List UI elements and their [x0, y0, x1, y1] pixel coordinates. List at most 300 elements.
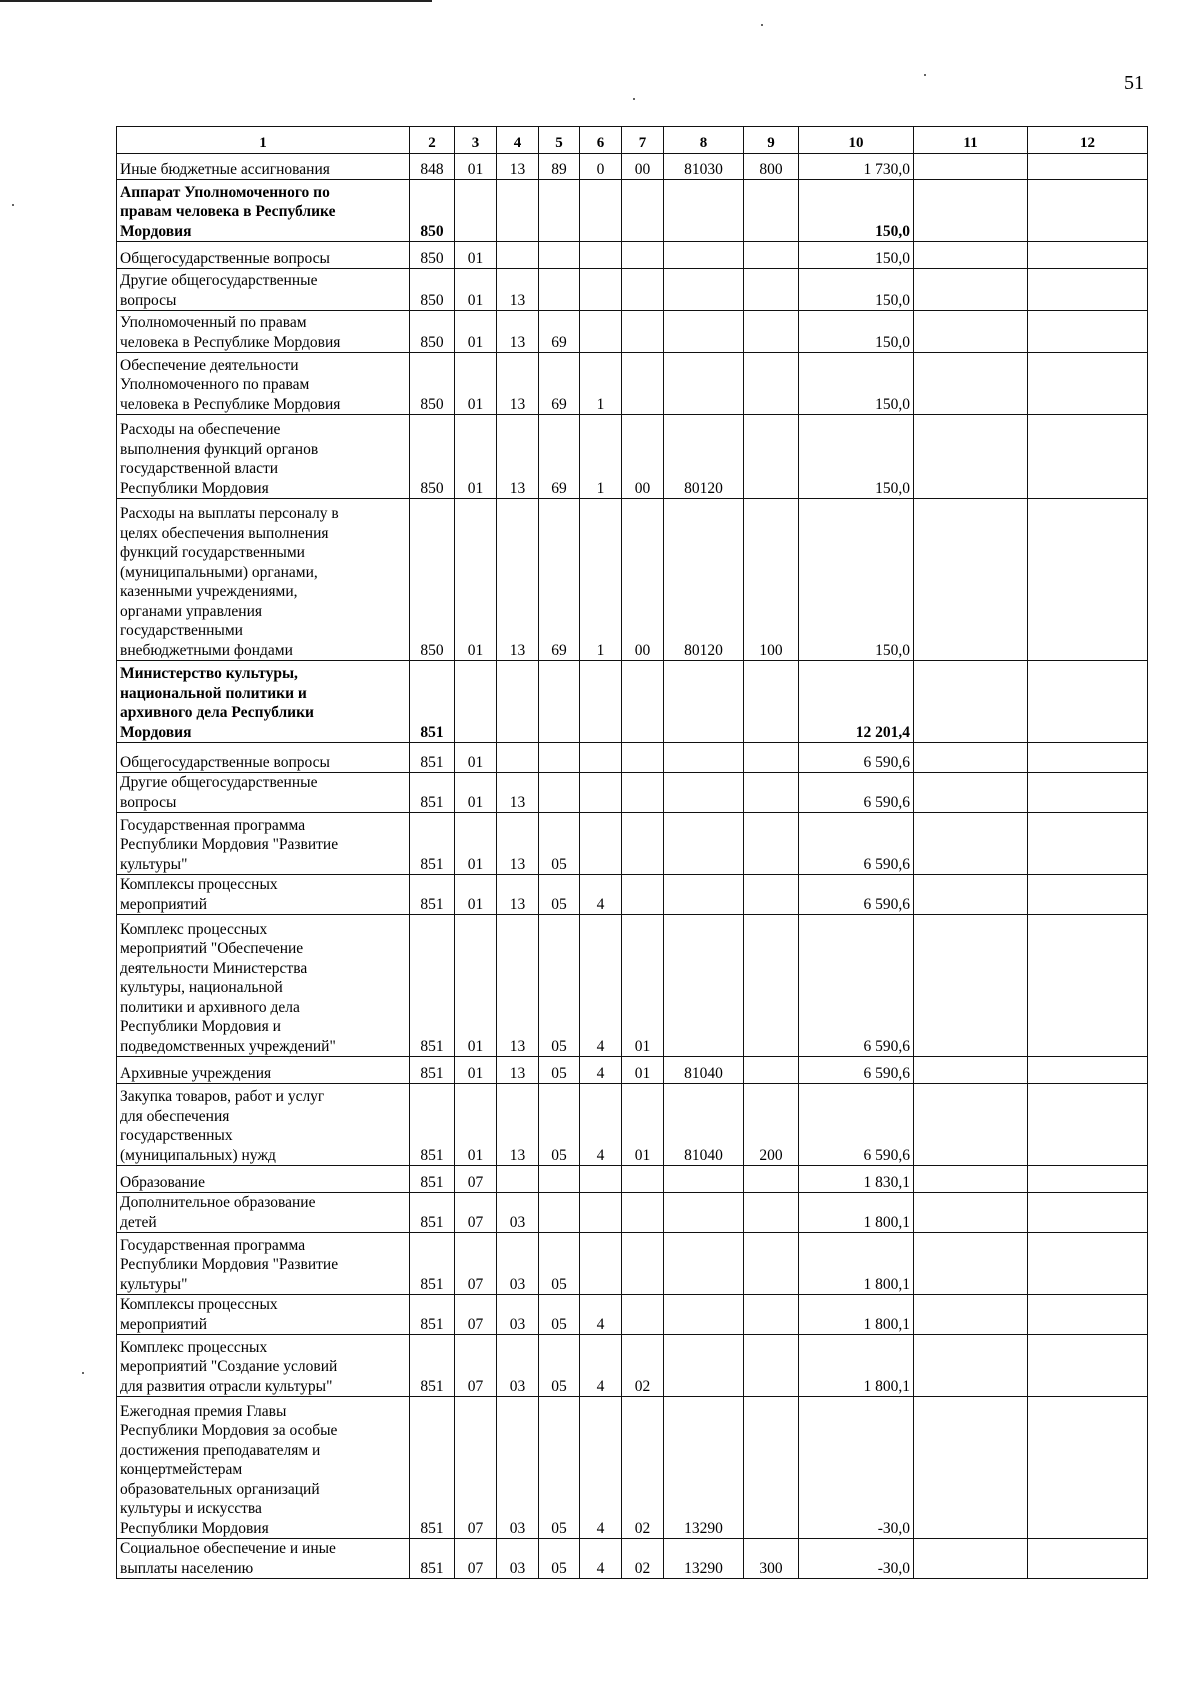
item-name-cell: Иные бюджетные ассигнования: [117, 154, 410, 180]
expense-type-code-cell: [744, 661, 799, 743]
item-name-cell: Расходы на обеспечение выполнения функций органов государственной власти Республики Мордовия: [117, 415, 410, 499]
column-header-2: 2: [410, 127, 455, 154]
subsection-code-cell: 03: [497, 1233, 539, 1295]
event-code-cell: [622, 1166, 664, 1193]
column-header-4: 4: [497, 127, 539, 154]
section-code-cell: 01: [455, 773, 497, 813]
ministry-code-cell: 851: [410, 1193, 455, 1233]
event-code-cell: [622, 661, 664, 743]
col12-cell: [1028, 1539, 1148, 1579]
table-row: [117, 813, 1148, 875]
expense-type-code-cell: [744, 773, 799, 813]
table-row: [117, 773, 1148, 813]
event-code-cell: 01: [622, 915, 664, 1057]
table-row: [117, 1193, 1148, 1233]
direction-code-cell: [664, 353, 744, 415]
expense-type-code-cell: [744, 242, 799, 269]
col11-cell: [914, 1193, 1028, 1233]
column-header-1: 1: [117, 127, 410, 154]
column-header-3: 3: [455, 127, 497, 154]
amount-cell: 1 730,0: [799, 154, 914, 180]
event-code-cell: 02: [622, 1335, 664, 1397]
amount-cell: 6 590,6: [799, 743, 914, 773]
col11-cell: [914, 875, 1028, 915]
expense-type-code-cell: 300: [744, 1539, 799, 1579]
table-row: [117, 311, 1148, 353]
subsection-code-cell: 03: [497, 1335, 539, 1397]
amount-cell: 1 800,1: [799, 1335, 914, 1397]
subsection-code-cell: 03: [497, 1397, 539, 1539]
direction-code-cell: [664, 1295, 744, 1335]
col12-cell: [1028, 915, 1148, 1057]
expense-type-code-cell: [744, 1057, 799, 1084]
col12-cell: [1028, 661, 1148, 743]
program-code-cell: 05: [539, 1539, 580, 1579]
col12-cell: [1028, 311, 1148, 353]
table-row: [117, 875, 1148, 915]
event-code-cell: [622, 269, 664, 311]
scan-speck: [82, 1372, 84, 1374]
table-row: [117, 1295, 1148, 1335]
col11-cell: [914, 773, 1028, 813]
program-code-cell: 05: [539, 1335, 580, 1397]
col12-cell: [1028, 242, 1148, 269]
subprogram-code-cell: [580, 180, 622, 242]
subprogram-code-cell: [580, 311, 622, 353]
col11-cell: [914, 1335, 1028, 1397]
col11-cell: [914, 353, 1028, 415]
direction-code-cell: [664, 875, 744, 915]
table-row: [117, 743, 1148, 773]
subsection-code-cell: 13: [497, 813, 539, 875]
subsection-code-cell: 13: [497, 1084, 539, 1166]
program-code-cell: 05: [539, 813, 580, 875]
col12-cell: [1028, 1193, 1148, 1233]
table-row: [117, 1166, 1148, 1193]
program-code-cell: 69: [539, 499, 580, 661]
col12-cell: [1028, 1295, 1148, 1335]
item-name-cell: Расходы на выплаты персоналу в целях обеспечения выполнения функций государственными (муниципальными) органами, казенными учреждениями, органами управления государственными внебюджетными фондами: [117, 499, 410, 661]
column-header-5: 5: [539, 127, 580, 154]
direction-code-cell: 13290: [664, 1397, 744, 1539]
subprogram-code-cell: 4: [580, 875, 622, 915]
program-code-cell: [539, 180, 580, 242]
event-code-cell: [622, 242, 664, 269]
direction-code-cell: [664, 773, 744, 813]
ministry-code-cell: 850: [410, 415, 455, 499]
table-row: [117, 242, 1148, 269]
col12-cell: [1028, 154, 1148, 180]
item-name-cell: Общегосударственные вопросы: [117, 743, 410, 773]
col11-cell: [914, 1397, 1028, 1539]
expense-type-code-cell: [744, 875, 799, 915]
col12-cell: [1028, 269, 1148, 311]
item-name-cell: Образование: [117, 1166, 410, 1193]
subprogram-code-cell: [580, 1166, 622, 1193]
column-header-6: 6: [580, 127, 622, 154]
section-code-cell: 07: [455, 1539, 497, 1579]
direction-code-cell: [664, 813, 744, 875]
table-row: [117, 915, 1148, 1057]
table-row: [117, 1233, 1148, 1295]
amount-cell: 150,0: [799, 311, 914, 353]
subsection-code-cell: 13: [497, 415, 539, 499]
table-row: [117, 1539, 1148, 1579]
program-code-cell: [539, 269, 580, 311]
col11-cell: [914, 154, 1028, 180]
ministry-code-cell: 850: [410, 311, 455, 353]
event-code-cell: 00: [622, 154, 664, 180]
section-code-cell: [455, 661, 497, 743]
section-code-cell: 01: [455, 1084, 497, 1166]
section-code-cell: 01: [455, 1057, 497, 1084]
table-row: [117, 180, 1148, 242]
subprogram-code-cell: 0: [580, 154, 622, 180]
item-name-cell: Социальное обеспечение и иные выплаты населению: [117, 1539, 410, 1579]
ministry-code-cell: 851: [410, 661, 455, 743]
direction-code-cell: 80120: [664, 415, 744, 499]
subsection-code-cell: 13: [497, 1057, 539, 1084]
expense-type-code-cell: [744, 1233, 799, 1295]
event-code-cell: 02: [622, 1539, 664, 1579]
section-code-cell: 01: [455, 311, 497, 353]
section-code-cell: 01: [455, 353, 497, 415]
col12-cell: [1028, 1084, 1148, 1166]
program-code-cell: 05: [539, 1295, 580, 1335]
expense-type-code-cell: [744, 743, 799, 773]
ministry-code-cell: 851: [410, 875, 455, 915]
column-header-10: 10: [799, 127, 914, 154]
subsection-code-cell: 03: [497, 1539, 539, 1579]
col12-cell: [1028, 1166, 1148, 1193]
amount-cell: 6 590,6: [799, 1084, 914, 1166]
subsection-code-cell: [497, 180, 539, 242]
section-code-cell: 01: [455, 743, 497, 773]
amount-cell: 6 590,6: [799, 915, 914, 1057]
expense-type-code-cell: [744, 1295, 799, 1335]
header-row: [117, 127, 1148, 154]
section-code-cell: 07: [455, 1166, 497, 1193]
amount-cell: 6 590,6: [799, 1057, 914, 1084]
item-name-cell: Другие общегосударственные вопросы: [117, 773, 410, 813]
page-number: 51: [1124, 72, 1144, 94]
subsection-code-cell: 13: [497, 915, 539, 1057]
ministry-code-cell: 851: [410, 743, 455, 773]
section-code-cell: 07: [455, 1397, 497, 1539]
subprogram-code-cell: 1: [580, 499, 622, 661]
col11-cell: [914, 915, 1028, 1057]
section-code-cell: 01: [455, 269, 497, 311]
item-name-cell: Уполномоченный по правам человека в Республике Мордовия: [117, 311, 410, 353]
subprogram-code-cell: 4: [580, 1084, 622, 1166]
section-code-cell: 01: [455, 915, 497, 1057]
amount-cell: 6 590,6: [799, 875, 914, 915]
direction-code-cell: [664, 915, 744, 1057]
ministry-code-cell: 850: [410, 242, 455, 269]
subsection-code-cell: [497, 1166, 539, 1193]
table-body: [117, 154, 1148, 1579]
section-code-cell: 01: [455, 415, 497, 499]
amount-cell: 150,0: [799, 415, 914, 499]
ministry-code-cell: 851: [410, 1539, 455, 1579]
amount-cell: 150,0: [799, 180, 914, 242]
program-code-cell: 05: [539, 1057, 580, 1084]
event-code-cell: 02: [622, 1397, 664, 1539]
program-code-cell: [539, 743, 580, 773]
col11-cell: [914, 499, 1028, 661]
item-name-cell: Комплексы процессных мероприятий: [117, 1295, 410, 1335]
amount-cell: 1 800,1: [799, 1295, 914, 1335]
subprogram-code-cell: [580, 813, 622, 875]
table-row: [117, 499, 1148, 661]
amount-cell: 6 590,6: [799, 813, 914, 875]
item-name-cell: Государственная программа Республики Мордовия "Развитие культуры": [117, 1233, 410, 1295]
expense-type-code-cell: [744, 1193, 799, 1233]
expense-type-code-cell: [744, 415, 799, 499]
amount-cell: 150,0: [799, 242, 914, 269]
subsection-code-cell: 13: [497, 311, 539, 353]
section-code-cell: 07: [455, 1295, 497, 1335]
amount-cell: 150,0: [799, 353, 914, 415]
subprogram-code-cell: [580, 1233, 622, 1295]
item-name-cell: Государственная программа Республики Мордовия "Развитие культуры": [117, 813, 410, 875]
ministry-code-cell: 851: [410, 1295, 455, 1335]
event-code-cell: 01: [622, 1084, 664, 1166]
event-code-cell: [622, 813, 664, 875]
amount-cell: 150,0: [799, 269, 914, 311]
item-name-cell: Комплекс процессных мероприятий "Обеспечение деятельности Министерства культуры, национальной политики и архивного дела Республики Мордовия и подведомственных учреждений": [117, 915, 410, 1057]
program-code-cell: 05: [539, 1233, 580, 1295]
subsection-code-cell: [497, 661, 539, 743]
section-code-cell: 07: [455, 1233, 497, 1295]
subprogram-code-cell: 4: [580, 1295, 622, 1335]
expense-type-code-cell: 200: [744, 1084, 799, 1166]
subprogram-code-cell: 1: [580, 415, 622, 499]
section-code-cell: 01: [455, 242, 497, 269]
scan-speck: [633, 98, 635, 100]
direction-code-cell: [664, 743, 744, 773]
subsection-code-cell: [497, 242, 539, 269]
event-code-cell: [622, 773, 664, 813]
program-code-cell: 05: [539, 1397, 580, 1539]
ministry-code-cell: 850: [410, 353, 455, 415]
direction-code-cell: [664, 311, 744, 353]
expense-type-code-cell: [744, 269, 799, 311]
program-code-cell: 69: [539, 353, 580, 415]
col11-cell: [914, 269, 1028, 311]
col11-cell: [914, 311, 1028, 353]
direction-code-cell: [664, 269, 744, 311]
ministry-code-cell: 851: [410, 1084, 455, 1166]
budget-table: [116, 126, 1148, 1579]
subsection-code-cell: 03: [497, 1193, 539, 1233]
ministry-code-cell: 851: [410, 1335, 455, 1397]
program-code-cell: [539, 773, 580, 813]
amount-cell: 1 830,1: [799, 1166, 914, 1193]
direction-code-cell: [664, 1233, 744, 1295]
subprogram-code-cell: 4: [580, 915, 622, 1057]
subsection-code-cell: 13: [497, 269, 539, 311]
column-header-9: 9: [744, 127, 799, 154]
subprogram-code-cell: 4: [580, 1539, 622, 1579]
col12-cell: [1028, 353, 1148, 415]
table-row: [117, 1335, 1148, 1397]
expense-type-code-cell: [744, 1397, 799, 1539]
ministry-code-cell: 850: [410, 499, 455, 661]
col12-cell: [1028, 1397, 1148, 1539]
expense-type-code-cell: 800: [744, 154, 799, 180]
col12-cell: [1028, 1233, 1148, 1295]
section-code-cell: [455, 180, 497, 242]
item-name-cell: Аппарат Уполномоченного по правам человека в Республике Мордовия: [117, 180, 410, 242]
item-name-cell: Министерство культуры, национальной политики и архивного дела Республики Мордовия: [117, 661, 410, 743]
column-header-8: 8: [664, 127, 744, 154]
col11-cell: [914, 242, 1028, 269]
amount-cell: 1 800,1: [799, 1233, 914, 1295]
event-code-cell: [622, 353, 664, 415]
col12-cell: [1028, 499, 1148, 661]
subprogram-code-cell: 4: [580, 1397, 622, 1539]
direction-code-cell: [664, 1166, 744, 1193]
amount-cell: 150,0: [799, 499, 914, 661]
program-code-cell: 69: [539, 415, 580, 499]
expense-type-code-cell: [744, 180, 799, 242]
program-code-cell: 05: [539, 875, 580, 915]
section-code-cell: 07: [455, 1193, 497, 1233]
subsection-code-cell: 13: [497, 875, 539, 915]
amount-cell: 1 800,1: [799, 1193, 914, 1233]
subprogram-code-cell: [580, 661, 622, 743]
event-code-cell: [622, 875, 664, 915]
col11-cell: [914, 1057, 1028, 1084]
amount-cell: 6 590,6: [799, 773, 914, 813]
expense-type-code-cell: [744, 353, 799, 415]
scan-speck: [12, 204, 14, 206]
item-name-cell: Дополнительное образование детей: [117, 1193, 410, 1233]
subprogram-code-cell: [580, 773, 622, 813]
col12-cell: [1028, 743, 1148, 773]
item-name-cell: Архивные учреждения: [117, 1057, 410, 1084]
subprogram-code-cell: 4: [580, 1057, 622, 1084]
col12-cell: [1028, 875, 1148, 915]
ministry-code-cell: 851: [410, 1233, 455, 1295]
scan-speck: [924, 74, 926, 76]
col11-cell: [914, 1233, 1028, 1295]
expense-type-code-cell: [744, 915, 799, 1057]
event-code-cell: [622, 1233, 664, 1295]
ministry-code-cell: 851: [410, 915, 455, 1057]
direction-code-cell: 81040: [664, 1084, 744, 1166]
ministry-code-cell: 848: [410, 154, 455, 180]
direction-code-cell: [664, 1193, 744, 1233]
event-code-cell: [622, 311, 664, 353]
direction-code-cell: [664, 661, 744, 743]
col11-cell: [914, 1295, 1028, 1335]
col11-cell: [914, 180, 1028, 242]
col12-cell: [1028, 1057, 1148, 1084]
program-code-cell: 69: [539, 311, 580, 353]
col11-cell: [914, 1539, 1028, 1579]
direction-code-cell: [664, 242, 744, 269]
expense-type-code-cell: [744, 1335, 799, 1397]
table-row: [117, 269, 1148, 311]
subsection-code-cell: 13: [497, 499, 539, 661]
table-row: [117, 1397, 1148, 1539]
program-code-cell: 89: [539, 154, 580, 180]
program-code-cell: 05: [539, 915, 580, 1057]
column-header-7: 7: [622, 127, 664, 154]
item-name-cell: Другие общегосударственные вопросы: [117, 269, 410, 311]
subprogram-code-cell: 4: [580, 1335, 622, 1397]
item-name-cell: Закупка товаров, работ и услуг для обеспечения государственных (муниципальных) нужд: [117, 1084, 410, 1166]
direction-code-cell: [664, 180, 744, 242]
event-code-cell: 00: [622, 499, 664, 661]
amount-cell: -30,0: [799, 1539, 914, 1579]
item-name-cell: Комплекс процессных мероприятий "Создание условий для развития отрасли культуры": [117, 1335, 410, 1397]
item-name-cell: Обеспечение деятельности Уполномоченного по правам человека в Республике Мордовия: [117, 353, 410, 415]
subsection-code-cell: 13: [497, 353, 539, 415]
col11-cell: [914, 661, 1028, 743]
section-code-cell: 01: [455, 499, 497, 661]
col12-cell: [1028, 773, 1148, 813]
direction-code-cell: [664, 1335, 744, 1397]
event-code-cell: [622, 743, 664, 773]
table-row: [117, 1057, 1148, 1084]
ministry-code-cell: 851: [410, 1166, 455, 1193]
col12-cell: [1028, 813, 1148, 875]
item-name-cell: Комплексы процессных мероприятий: [117, 875, 410, 915]
scan-top-rule: [0, 0, 432, 2]
section-code-cell: 01: [455, 154, 497, 180]
item-name-cell: Ежегодная премия Главы Республики Мордовия за особые достижения преподавателям и концертмейстерам образовательных организаций культуры и искусства Республики Мордовия: [117, 1397, 410, 1539]
col12-cell: [1028, 415, 1148, 499]
program-code-cell: [539, 1193, 580, 1233]
col11-cell: [914, 813, 1028, 875]
ministry-code-cell: 851: [410, 813, 455, 875]
table-row: [117, 353, 1148, 415]
event-code-cell: [622, 180, 664, 242]
section-code-cell: 01: [455, 813, 497, 875]
expense-type-code-cell: [744, 813, 799, 875]
subsection-code-cell: 13: [497, 154, 539, 180]
column-header-11: 11: [914, 127, 1028, 154]
subprogram-code-cell: 1: [580, 353, 622, 415]
program-code-cell: 05: [539, 1084, 580, 1166]
subsection-code-cell: 03: [497, 1295, 539, 1335]
ministry-code-cell: 851: [410, 1397, 455, 1539]
event-code-cell: 00: [622, 415, 664, 499]
expense-type-code-cell: [744, 1166, 799, 1193]
ministry-code-cell: 850: [410, 180, 455, 242]
subsection-code-cell: [497, 743, 539, 773]
direction-code-cell: 81040: [664, 1057, 744, 1084]
section-code-cell: 07: [455, 1335, 497, 1397]
col11-cell: [914, 743, 1028, 773]
col11-cell: [914, 415, 1028, 499]
ministry-code-cell: 851: [410, 1057, 455, 1084]
section-code-cell: 01: [455, 875, 497, 915]
col12-cell: [1028, 180, 1148, 242]
col11-cell: [914, 1166, 1028, 1193]
subprogram-code-cell: [580, 1193, 622, 1233]
col12-cell: [1028, 1335, 1148, 1397]
event-code-cell: 01: [622, 1057, 664, 1084]
column-header-12: 12: [1028, 127, 1148, 154]
table-row: [117, 661, 1148, 743]
amount-cell: -30,0: [799, 1397, 914, 1539]
program-code-cell: [539, 1166, 580, 1193]
event-code-cell: [622, 1295, 664, 1335]
